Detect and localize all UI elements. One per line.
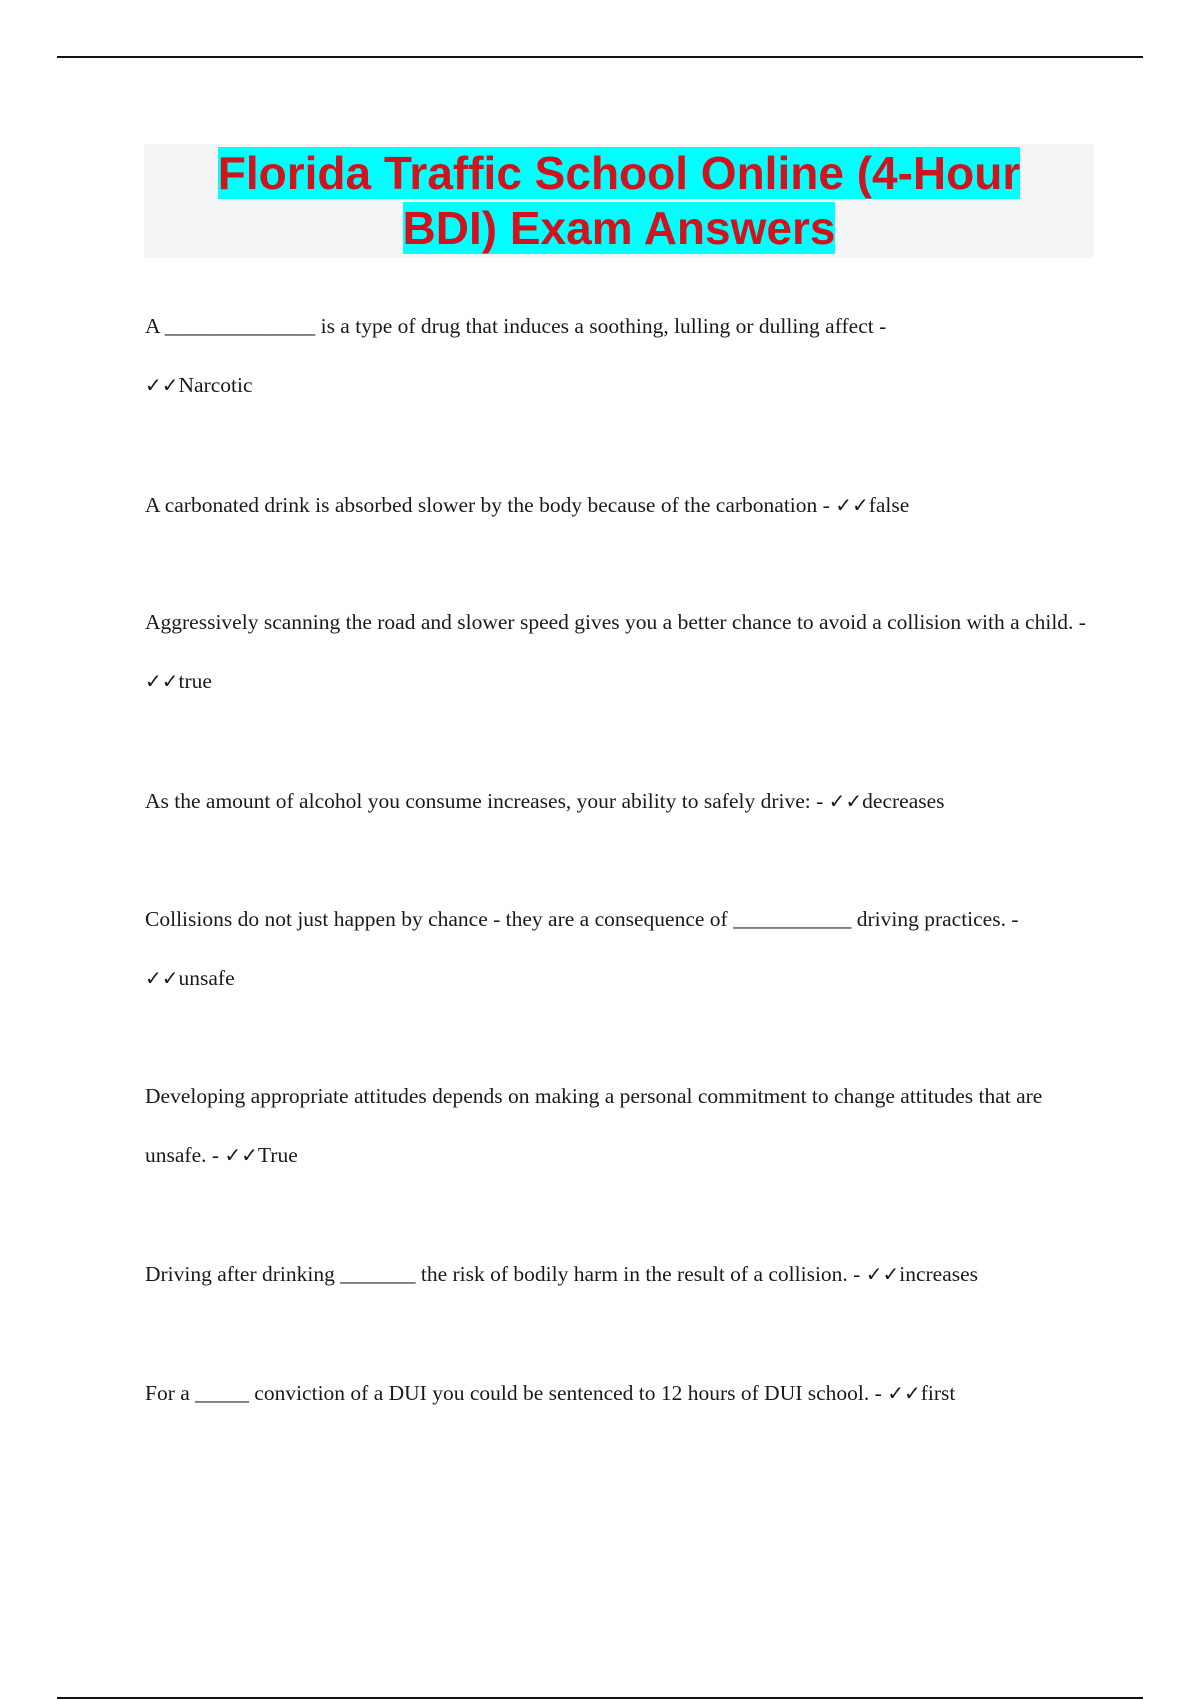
- question-text: Driving after drinking _______ the risk of bodily harm in the result of a collision. -: [145, 1262, 861, 1286]
- question-text: A carbonated drink is absorbed slower by the body because of the carbonation -: [145, 493, 830, 517]
- answer-text: unsafe: [178, 966, 235, 990]
- qa-item-5: [145, 890, 1095, 1008]
- question-text: Aggressively scanning the road and slower speed gives you a better chance to avoid a collision with a child. -: [145, 610, 1086, 634]
- title-line-1: Florida Traffic School Online (4-Hour: [217, 147, 1021, 199]
- qa-item-1: [145, 297, 1095, 415]
- top-rule: [57, 56, 1143, 58]
- qa-item-4: [145, 772, 1095, 831]
- qa-item-3: [145, 593, 1095, 711]
- question-text: Developing appropriate attitudes depends on making a personal commitment to change attitudes that are unsafe. -: [145, 1084, 1043, 1167]
- answer-text: True: [257, 1143, 298, 1167]
- check-mark-icon: ✓✓: [865, 1262, 900, 1286]
- check-mark-icon: ✓✓: [145, 966, 179, 990]
- answer-text: Narcotic: [178, 373, 253, 397]
- check-mark-icon: ✓✓: [145, 669, 179, 693]
- qa-item-8: [145, 1364, 1095, 1423]
- check-mark-icon: ✓✓: [887, 1381, 921, 1405]
- check-mark-icon: ✓✓: [828, 789, 863, 813]
- check-mark-icon: ✓✓: [224, 1143, 258, 1167]
- answer-text: decreases: [862, 789, 945, 813]
- question-text: Collisions do not just happen by chance - they are a consequence of ___________ driving practices. -: [145, 907, 1019, 931]
- title-banner: [144, 144, 1094, 258]
- answer-text: increases: [899, 1262, 979, 1286]
- question-text: For a _____ conviction of a DUI you could be sentenced to 12 hours of DUI school. -: [145, 1381, 882, 1405]
- qa-item-7: [145, 1245, 1095, 1304]
- qa-item-2: [145, 476, 1095, 535]
- check-mark-icon: ✓✓: [145, 373, 179, 397]
- answer-text: false: [868, 493, 910, 517]
- page-title: [144, 144, 1094, 256]
- bottom-rule: [57, 1697, 1143, 1699]
- title-line-2: BDI) Exam Answers: [402, 202, 836, 254]
- answer-text: first: [920, 1381, 956, 1405]
- question-text: As the amount of alcohol you consume increases, your ability to safely drive: -: [145, 789, 824, 813]
- qa-item-6: [145, 1067, 1095, 1185]
- answer-text: true: [178, 669, 212, 693]
- question-text: A ______________ is a type of drug that induces a soothing, lulling or dulling affect -: [145, 314, 887, 338]
- check-mark-icon: ✓✓: [835, 493, 869, 517]
